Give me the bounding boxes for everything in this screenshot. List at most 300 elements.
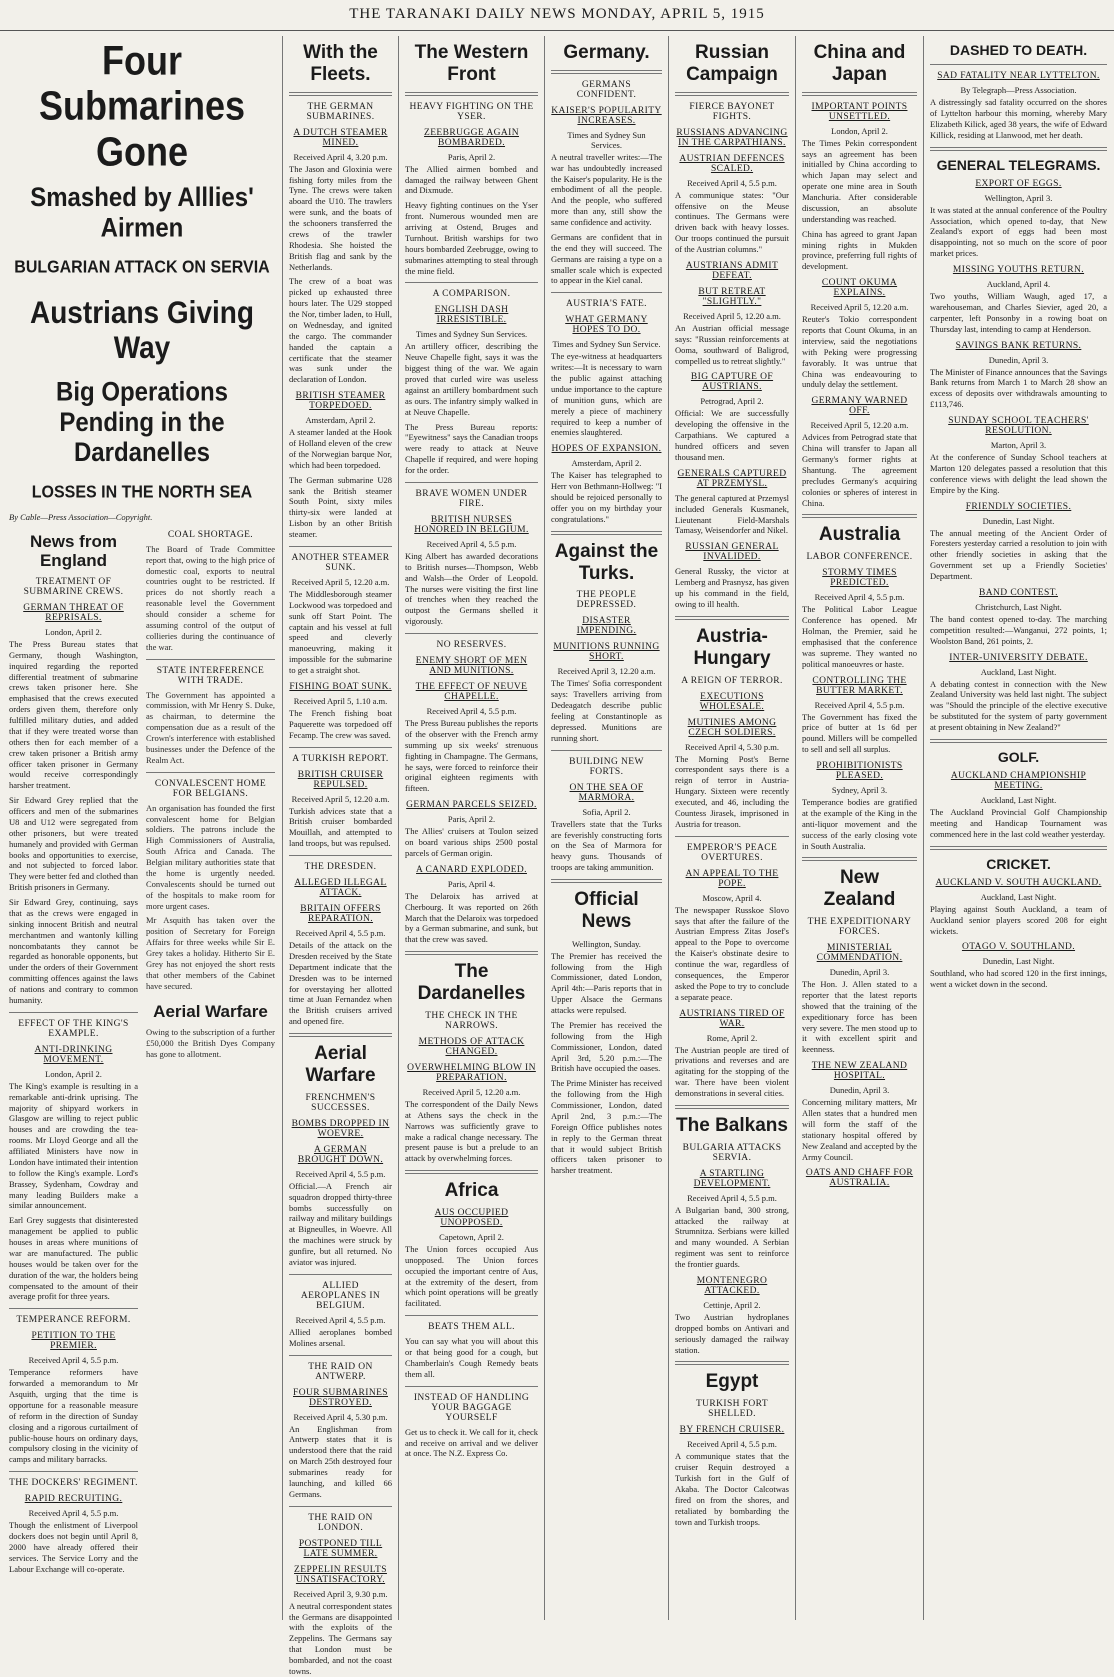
article-text: The crew of a boat was picked up exhausted three hours later. The U29 stopped the Nor, timber laden, to Hull, on Wednesday, and ignited the cargo. The commander handed the captain a certificate that the steamer was sunk under the declaration of London. [289,276,392,385]
divider [405,1315,538,1316]
article-text: A neutral correspondent states the Germans are disappointed with the exploits of the Zeppelins. The Germans say that London must be bombarded, and not the coast towns. [289,1600,392,1676]
dateline: Received April 4, 5.5 p.m. [28,1508,119,1519]
subhead: INSTEAD OF HANDLING YOUR BAGGAGE YOURSELF [413,1392,530,1423]
article-text: Sir Edward Grey, continuing, says that as the crews were engaged in sinking innocent British and neutral merchantmen and wantonly killing noncombatants they cannot be regarded as honorable opponents, but under the orders of their Government committing offences against the laws of nations and contrary to common humanity. [9,897,138,1005]
subhead: AUSTRIA'S FATE. [566,299,647,310]
dateline: By Telegraph—Press Association. [960,85,1077,96]
article-text: Southland, who had scored 120 in the first innings, went a wicket down in the second. [930,968,1107,990]
subhead: PETITION TO THE PREMIER. [31,1331,116,1352]
article-text: Concerning military matters, Mr Allen states that a hundred men will form the staff of the stationary hospital offered by New Zealand and accepted by the Army Council. [802,1097,917,1162]
divider [289,1033,392,1037]
subhead: BULGARIA ATTACKS SERVIA. [682,1142,782,1163]
divider [146,659,275,660]
divider [289,546,392,547]
subhead: BRITAIN OFFERS REPARATION. [300,904,381,925]
divider [675,836,789,837]
subhead: HOPES OF EXPANSION. [551,444,662,455]
article-text: The Union forces occupied Aus unopposed. The Union forces occupied the important centre of Aus, at the extremity of the desert, from which point operations will be greatly facilitated. [405,1243,538,1309]
subhead: BAND CONTEST. [979,587,1058,598]
subhead: BUILDING NEW FORTS. [569,756,644,777]
subhead: FRENCHMEN'S SUCCESSES. [305,1092,376,1113]
subhead: STORMY TIMES PREDICTED. [822,568,897,589]
subhead: ANOTHER STEAMER SUNK. [291,552,390,573]
column-1 [4,36,280,1620]
dateline: Received April 5, 12.20 a.m. [810,420,909,431]
subhead: CONTROLLING THE BUTTER MARKET. [812,675,907,696]
article-text: The band contest opened to-day. The marching competition resulted:—Wanganui, 272 points, 1; Woolston Band, 261 points, 2. [930,613,1107,646]
section-china-japan: China and Japan [813,42,906,85]
dateline: London, April 2. [45,1068,102,1079]
subhead: BRITISH STEAMER TORPEDOED. [295,391,386,412]
headline-austrians: Austrians Giving Way [29,294,255,365]
subhead: RUSSIANS ADVANCING IN THE CARPATHIANS. [676,127,788,148]
divider [289,1506,392,1507]
article-text: Heavy fighting continues on the Yser front. Numerous wounded men are arriving at Ostend, Bruges and Turnhout. British warships for two hours bombarded Zeebrugge, owing to submarines attempting to steal through the mine field. [405,200,538,276]
article-text: The Auckland Provincial Golf Championship meeting and Handicap Tournament was commenced here in the last cold weather yesterday. [930,807,1107,839]
article-text: A distressingly sad fatality occurred on the shores of Lyttelton harbour this morning, whereby Mary Elizabeth Kilick, aged 38 years, the wife of Edward Killick, residing at Llanwood, met her death. [930,97,1107,140]
dateline: Received April 4, 5.30 p.m. [685,741,779,752]
subhead: GENERALS CAPTURED AT PRZEMYSL. [677,468,787,489]
dateline: Received April 4, 5.5 p.m. [814,699,905,710]
section-golf: GOLF. [997,748,1040,765]
subhead: BY FRENCH CRUISER. [679,1425,785,1436]
dateline: Paris, April 2. [447,151,496,162]
divider [146,772,275,773]
article-text: A steamer landed at the Hook of Holland eleven of the crew of the Norwegian barque Nor, which had been torpedoed. [289,427,392,470]
subhead: OVERWHELMING BLOW IN PREPARATION. [407,1062,536,1083]
article-text: The Government has appointed a commission, with Mr Henry S. Duke, as chairman, to determine the compensation due as a result of the Crown's interference with established businesses under the Defence of the Realm Act. [146,689,275,765]
subhead: LABOR CONFERENCE. [806,552,913,563]
section-western-front: The Western Front [414,42,529,85]
dateline: Wellington, Sunday. [572,938,641,949]
divider [930,846,1107,850]
subhead: IMPORTANT POINTS UNSETTLED. [811,101,908,122]
section-africa: Africa [444,1180,499,1202]
article-text: Earl Grey suggests that disinterested management be applied to public houses in areas where munitions of war are manufactured. The public houses would be taken over for the duration of the war, the holders being compensated to the amount of their average profit for three years. [9,1215,138,1302]
article-text: Germans are confident that in the end they will succeed. The Germans are raising a type on a smaller scale which is expected to appear in the Kiel canal. [551,231,662,286]
divider [405,282,538,283]
subhead: GERMANS CONFIDENT. [576,79,637,100]
subhead: GERMAN THREAT OF REPRISALS. [23,602,124,623]
subhead: SAVINGS BANK RETURNS. [955,340,1082,351]
subhead: AUSTRIANS TIRED OF WAR. [679,1008,785,1029]
subhead: THE RAID ON ANTWERP. [308,1361,373,1382]
dateline: Received April 4, 5.5 p.m. [687,1192,777,1203]
article-text: A neutral traveller writes:—The war has undoubtedly increased the Kaiser's popularity. He is the embodiment of all the people. And the people, who suffered more than any, still show the same confidence and activity. [551,151,662,228]
headline-airmen: Smashed by Alllies' Airmen [30,182,254,243]
divider [551,70,662,74]
subhead: ZEPPELIN RESULTS UNSATISFACTORY. [294,1564,387,1585]
column-rule [398,36,399,1620]
article-text: Travellers state that the Turks are feverishly constructing forts on the Sea of Marmora for heavy guns. Thousands of troops are taking ammunition. [551,818,662,873]
section-russian-campaign: Russian Campaign [686,42,778,85]
article-text: The Austrian people are tired of privations and reverses and are agitating for the stopping of the war. There have been violent demonstrations in several cities. [675,1044,789,1098]
article-text: The correspondent of the Daily News at Athens says the check in the Narrows was sufficiently grave to make a radical change necessary. The present pause is but a prelude to an attack by overwhelming forces. [405,1098,538,1164]
dateline: Received April 4, 5.5 p.m. [814,592,905,603]
section-egypt: Egypt [705,1371,759,1393]
article-text: Sir Edward Grey replied that the officers and men of the submarines U8 and U12 were segregated from other prisoners, but were treated humanely and provided with German books and opportunities to exercise, and not subjected to forced labor. They were better fed and clothed than British prisoners in Germany. [9,795,138,893]
subhead: BEATS THEM ALL. [428,1322,515,1333]
dateline: Auckland, Last Night. [980,795,1057,806]
section-news-england: News from England [30,531,117,571]
dateline: Times and Sydney Sun Service. [552,339,661,350]
dateline: Received April 5, 12.20 a.m. [291,793,390,804]
subhead: THE EFFECT OF NEUVE CHAPELLE. [415,682,528,703]
divider [9,1308,138,1309]
subhead: WHAT GERMANY HOPES TO DO. [565,315,648,336]
article-text: The German submarine U28 sank the British steamer South Point, sixty miles thirty-six were landed at Lisbon by an other British steamer. [289,474,392,540]
subhead: A TURKISH REPORT. [292,753,389,764]
divider [930,739,1107,743]
divider [551,531,662,535]
article-text: The Allied airmen bombed and damaged the railway between Ghent and Dixmude. [405,163,538,196]
headline-dardanelles: Big Operations Pending in the Dardanelles [55,377,229,468]
divider [405,92,538,96]
subhead: FOUR SUBMARINES DESTROYED. [293,1387,388,1408]
subhead: BRITISH CRUISER REPULSED. [297,769,384,790]
subhead: MINISTERIAL COMMENDATION. [816,943,903,964]
article-text: The Delaroix has arrived at Cherbourg. It was reported on 26th March that the Delaroix was torpedoed by a German submarine, and sunk, but that the crew was saved. [405,890,538,945]
dateline: Dunedin, Last Night. [982,956,1055,967]
headline-north-sea: LOSSES IN THE NORTH SEA [31,482,253,502]
masthead: THE TARANAKI DAILY NEWS MONDAY, APRIL 5, 1915 [0,0,1114,31]
subhead: OTAGO V. SOUTHLAND. [961,942,1076,953]
dateline: Received April 4, 5.5 p.m. [687,177,777,188]
dateline: Received April 3, 12.20 a.m. [557,666,656,677]
subhead: AUCKLAND V. SOUTH AUCKLAND. [935,877,1102,888]
article-text: An Englishman from Antwerp states that it is understood there that the raid on March 25th destroyed four submarines ready for launching, and killed 66 Germans. [289,1423,392,1499]
subhead: AUSTRIANS ADMIT DEFEAT. [685,260,779,281]
section-aerial-warfare: Aerial Warfare [305,1043,376,1086]
dateline: Received April 5, 1.10 a.m. [293,695,388,706]
divider [930,147,1107,151]
dateline: Marton, April 3. [990,440,1047,451]
dateline: Cettinje, April 2. [703,1299,761,1310]
article-text: The general captured at Przemysl included Generals Kusmanek, Lieutenant Field-Marshals Tamasy, Weisendorfer and Nikel. [675,492,789,536]
divider [405,1170,538,1174]
dateline: Petrograd, April 2. [700,396,764,407]
subhead: BRITISH NURSES HONORED IN BELGIUM. [414,514,529,535]
dateline: Received April 4, 5.5 p.m. [426,538,517,549]
subhead: DISASTER IMPENDING. [576,616,637,637]
subhead: EFFECT OF THE KING'S EXAMPLE. [18,1018,129,1039]
article-text: Playing against South Auckland, a team of Auckland senior players scored 208 for eight wickets. [930,903,1107,936]
subhead: THE NEW ZEALAND HOSPITAL. [811,1061,908,1082]
dateline: Received April 4, 5.30 p.m. [293,1411,388,1422]
subhead: ENEMY SHORT OF MEN AND MUNITIONS. [415,656,528,677]
column-rule [923,36,924,1620]
section-dashed-to-death: DASHED TO DEATH. [949,42,1088,58]
divider [405,1386,538,1387]
dateline: Paris, April 2. [447,814,496,825]
article-text: An artillery officer, describing the Neuve Chapelle fight, says it was the biggest thing of the war. We again proved that curled wire was useless against an artillery bombardment such as ours. The infantry simply walked in at Neuve Chapelle. [405,341,538,417]
dateline: Dunedin, April 3. [829,967,890,978]
article-text: At the conference of Sunday School teachers at Marton 120 delegates passed a resolution that this conference views with delight the lead shown the Empire by the King. [930,452,1107,495]
dateline: Auckland, Last Night. [980,891,1057,902]
dateline: Moscow, April 4. [702,892,762,903]
subhead: GERMANY WARNED OFF. [811,396,908,417]
subhead: INTER-UNIVERSITY DEBATE. [949,652,1088,663]
dateline: Dunedin, Last Night. [982,515,1055,526]
column-rule [795,36,796,1620]
subhead: OATS AND CHAFF FOR AUSTRALIA. [805,1168,914,1189]
article-text: Details of the attack on the Dresden received by the State Department indicate that the Dresden was to be interned for overstaying her allotted time at Juan Fernandez when the British cruisers arrived and opened fire. [289,940,392,1027]
advert-text: Get us to check it. We call for it, check and receive on arrival and we deliver at once. The N.Z. Express Co. [405,1426,538,1459]
dateline: Amsterdam, April 2. [305,415,376,426]
subhead: ANTI-DRINKING MOVEMENT. [34,1044,113,1065]
dateline: Christchurch, Last Night. [975,601,1062,612]
dateline: Auckland, April 4. [986,279,1051,290]
subhead: HEAVY FIGHTING ON THE YSER. [409,101,534,122]
article-text: China has agreed to grant Japan mining rights in Mukden province, preferring full rights of development. [802,228,917,272]
divider [551,879,662,883]
article-text: The French fishing boat Paquerette was torpedoed off Fecamp. The crew was saved. [289,707,392,740]
article-text: Advices from Petrograd state that China will transfer to Japan all Germany's former rights at Shantung. The agreement precludes Germany's acquiring colonies or spheres of interest in China. [802,432,917,508]
dateline: Received April 4, 5.5 p.m. [295,928,386,939]
article-text: The Political Labor League Conference has opened. Mr Holman, the Premier, said he emphasised that the conference was supreme. They wanted no political manoeuvres or haste. [802,604,917,669]
dateline: London, April 2. [45,626,102,637]
dateline: Received April 4, 5.5 p.m. [687,1439,777,1450]
subhead: MUTINIES AMONG CZECH SOLDIERS. [687,717,777,738]
subhead: FISHING BOAT SUNK. [289,681,392,692]
subhead: TEMPERANCE REFORM. [16,1315,131,1326]
divider [675,1105,789,1109]
article-text: Turkish advices state that a British cruiser bombarded Mouillah, and attempted to land troops, but was repulsed. [289,805,392,849]
subhead: MONTENEGRO ATTACKED. [696,1275,768,1296]
subhead: THE PEOPLE DEPRESSED. [576,590,637,611]
article-text: The King's example is resulting in a remarkable anti-drink uprising. The majority of shipyard workers in Glasgow are willing to reject public houses and are crowding the tea-rooms. Mr Lloyd George and all the affiliated Ministers have now in London have intimated their intention to follow the King's example. Lord's Brassey, Sydenham, Cowdray and many leading Builders make a similar announcement. [9,1080,138,1211]
dateline: Auckland, Last Night. [980,666,1057,677]
article-text: A communique states that the cruiser Requin destroyed a Turkish fort in the Gulf of Akaba. The Doctor Calcotwas fired on from the shores, and retaliated by bombarding the town and Turkish troops. [675,1451,789,1527]
dateline: Received April 5, 12.20 a.m. [291,576,390,587]
divider [551,292,662,293]
subhead: AUSTRIAN DEFENCES SCALED. [679,153,785,174]
divider [289,92,392,96]
subhead: ZEEBRUGGE AGAIN BOMBARDED. [424,127,519,148]
subhead: POSTPONED TILL LATE SUMMER. [298,1538,383,1559]
subhead: GERMAN PARCELS SEIZED. [406,800,537,811]
column-1-continued [146,526,275,1579]
subhead: EXECUTIONS WHOLESALE. [699,691,765,712]
dateline: Received April 3, 9.30 p.m. [293,1588,388,1599]
article-text: Temperance reformers have forwarded a memorandum to Mr Asquith, urging that the time is opportune for a reasonable measure of reform in the direction of Sunday closing and a rigorous curtailment of public-house hours on ordinary days, compulsory closing in the vicinity of camps and military barracks. [9,1367,138,1465]
divider [930,64,1107,65]
article-text: The Government has fixed the price of butter at 1s 6d per pound. Millers will be compelled to sell and sell all surplus. [802,711,917,755]
subhead: THE CHECK IN THE NARROWS. [425,1010,518,1031]
article-text: Mr Asquith has taken over the position of Secretary for Foreign Affairs for three weeks while Sir E. Grey takes a holiday. Hitherto Sir E. Grey has not enjoyed the short rests that other members of the Cabinet have secured. [146,915,275,991]
subhead: SUNDAY SCHOOL TEACHERS' RESOLUTION. [948,416,1089,437]
column-5 [670,36,794,1620]
article-text: The Hon. J. Allen stated to a reporter that the latest reports showed that the training of the expeditionary force has been very severe. The men stood up to it with excellent spirit and keenness. [802,979,917,1055]
subhead: THE GERMAN SUBMARINES. [306,101,375,122]
column-rule [544,36,545,1620]
subhead: BOMBS DROPPED IN WOEVRE. [291,1118,390,1139]
divider [802,857,917,861]
divider [675,616,789,620]
article-text: Official.—A French air squadron dropped thirty-three bombs successfully on railway and military buildings at Bigneulles, in Woevre. All the machines were struck by gunfire, but all returned. No aviator was injured. [289,1180,392,1267]
column-2 [284,36,397,1676]
dateline: Times and Sydney Sun Services. [415,329,528,340]
article-text: King Albert has awarded decorations to British nurses—Thompson, Webb and Walsh—the Order of Leopold. The nurses were visiting the first line of trenches when they reached the outpost the Germans shelled it vigorously. [405,550,538,627]
article-text: The Premier has received the following from the High Commissioner, London, dated April 3rd, 5.20 p.m.:—The British have occupied the oases. [551,1019,662,1074]
dateline: Received April 5, 12.20 a.m. [810,302,909,313]
article-text: The Prime Minister has received the following from the High Commissioner, London, dated April 2nd, 3 p.m.:—The Foreign Office publishes notes in reply to the German threat that it would subject British officers taken prisoner to harsher treatment. [551,1078,662,1176]
dateline: Received April 4, 5.5 p.m. [426,706,517,717]
section-balkans: The Balkans [676,1114,788,1136]
divider [405,951,538,955]
subhead: TURKISH FORT SHELLED. [695,1399,769,1420]
section-germany: Germany. [563,42,650,63]
divider [289,747,392,748]
article-text: General Russky, the victor at Lemberg and Prasnysz, has given up his command in the field, owing to ill health. [675,566,789,609]
subhead: MISSING YOUTHS RETURN. [952,265,1085,276]
divider [802,92,917,96]
subhead: RUSSIAN GENERAL INVALIDED. [685,542,779,563]
divider [405,633,538,634]
article-text: Though the enlistment of Liverpool dockers does not begin until April 8, 2000 have already offered their services. The Service Lorry and the Labour Exchange will co-operate. [9,1520,138,1574]
article-text: The Times Pekin correspondent says an agreement has been initialled by China according to which Japan may select and operate one mine area in South Manchuria. After considerable discussion, an absolute understanding was reached. [802,137,917,224]
article-text: An organisation has founded the first convalescent home for Belgian soldiers. The patrons include the High Commissioners of Australia, South Africa and Canada. The Belgian military authorities state that the home is urgently needed. Convalescents should be turned out of the hospitals to make room for more urgent cases. [146,802,275,911]
divider [9,1471,138,1472]
dateline: Received April 5, 12.20 a.m. [422,1086,521,1097]
dateline: Amsterdam, April 2. [571,458,642,469]
article-text: The Minister of Finance announces that the Savings Bank returns from March 1 to March 28 show an excess of deposits over withdrawals amounting to £113,746. [930,366,1107,410]
subhead: BIG CAPTURE OF AUSTRIANS. [690,372,774,393]
divider [675,92,789,96]
subhead: THE DOCKERS' REGIMENT. [9,1478,138,1489]
article-text: Official: We are successfully developing the offensive in the Carpathians. We captured a hundred officers and seven thousand men. [675,408,789,462]
subhead: RAPID RECRUITING. [24,1494,123,1505]
subhead: THE EXPEDITIONARY FORCES. [807,917,912,938]
article-text: The Premier has received the following from the High Commissioner, dated London, April 4th:—Paris reports that in Upper Alsace the Germans attacks were repulsed. [551,950,662,1016]
subhead: KAISER'S POPULARITY INCREASES. [551,105,662,126]
dateline: Sofia, April 2. [582,806,631,817]
article-text: Temperance bodies are gratified at the example of the King in the anti-liquor movement and the success of the early closing vote in South Australia. [802,797,917,851]
subhead: THE DRESDEN. [304,862,377,873]
subhead: THE RAID ON LONDON. [308,1512,373,1533]
section-against-turks: Against the Turks. [554,540,659,584]
subhead: ALLIED AEROPLANES IN BELGIUM. [300,1280,381,1311]
column-4 [546,36,667,1620]
subhead: AUS OCCUPIED UNOPPOSED. [434,1207,509,1228]
article-text: The eye-witness at headquarters writes:—It is necessary to warn the public against attaching undue importance to the capture of munition guns, which are merely a piece of machinery required to keep a number of enemies slaughtered. [551,351,662,438]
subhead: A REIGN OF TERROR. [681,675,783,686]
section-dardanelles: The Dardanelles [417,961,526,1005]
article-text: The newspaper Russkoe Slovo says that after the failure of the Austrian Empress Zitas Josef's appeal to the Pope to overcome the Kaiser's obstinate desire to continue the war, regardless of consequences, the Emperor asked the Pope to try to conclude a separate peace. [675,904,789,1002]
dateline: Received April 4, 5.5 p.m. [28,1355,119,1366]
dateline: Received April 4, 5.5 p.m. [295,1168,386,1179]
article-text: A communique states: "Our offensive on the Meuse continues. The Germans were driven back with heavy losses. Our troops continued the pursuit of the Austrian columns." [675,189,789,255]
headline-bulgarian: BULGARIAN ATTACK ON SERVIA [14,257,270,277]
subhead: COUNT OKUMA EXPLAINS. [821,278,898,299]
subhead: STATE INTERFERENCE WITH TRADE. [156,665,265,686]
dateline: Wellington, April 3. [984,192,1053,203]
section-general-telegrams: GENERAL TELEGRAMS. [936,156,1101,173]
section-austria-hungary: Austria-Hungary [693,625,771,669]
divider [551,750,662,751]
subhead: TREATMENT OF SUBMARINE CREWS. [23,576,124,597]
article-text: Allied aeroplanes bombed Molines arsenal. [289,1326,392,1348]
subhead: A STARTLING DEVELOPMENT. [693,1168,771,1189]
article-text: The Press Bureau publishes the reports of the observer with the French army summing up six weeks' strenuous fighting in Champagne. The Germans, he says, were forced to reinforce their original eighteen regiments with fifteen. [405,718,538,794]
section-new-zealand: New Zealand [823,867,896,911]
article-text: The Kaiser has telegraphed to Herr von Bethmann-Hollweg: "I should be rejoiced personally to offer you on my birthday your congratulations." [551,470,662,524]
divider [405,482,538,483]
section-fleets: With the Fleets. [303,42,378,85]
headline-main: Four Submarines Gone [38,37,246,174]
dateline: Rome, April 2. [706,1032,758,1043]
section-cricket: CRICKET. [986,855,1051,872]
article-text: An Austrian official message says: "Russian reinforcements at Ooma, southward of Baligrod, compelled us to retreat slightly." [675,322,789,366]
subhead: SAD FATALITY NEAR LYTTELTON. [937,71,1100,82]
divider [289,1274,392,1275]
article-text: A debating contest in connection with the New Zealand University was held last night. The subject was "Should the principle of the elective executive be substituted for the system of party government at present obtaining in New Zealand?" [930,678,1107,733]
divider [675,1361,789,1365]
column-7 [925,36,1112,1620]
divider [289,1355,392,1356]
column-3 [400,36,543,1620]
article-text: Two youths, William Waugh, aged 17, a warehouseman, and Charles Sievier, aged 20, a carpenter, left Ponsonby in a rowing boat on Thursday last, intending to camp at Henderson. [930,291,1107,334]
dateline: Capetown, April 2. [439,1231,504,1242]
article-text: The annual meeting of the Ancient Order of Foresters yesterday carried a resolution to join with other friendly societies in asking that the Government set up a Friendly Societies' Department. [930,527,1107,582]
subhead: BUT RETREAT "SLIGHTLY." [698,286,766,307]
column-6 [797,36,922,1620]
article-text: Two Austrian hydroplanes dropped bombs on Antivari and seriously damaged the railway station. [675,1311,789,1355]
dateline: Received April 4, 5.5 p.m. [295,1314,386,1325]
dateline: Sydney, April 3. [831,785,888,796]
section-australia: Australia [818,524,901,546]
dateline: Paris, April 4. [447,878,496,889]
subhead: FRIENDLY SOCIETIES. [965,501,1072,512]
divider [802,514,917,518]
subhead: NO RESERVES. [436,640,507,651]
dateline: Received April 5, 12.20 a.m. [683,310,781,321]
article-text: It was stated at the annual conference of the Poultry Association, which opened to-day, that New Zealand's export of eggs had been most disappointing, not so much on the score of poor market prices. [930,204,1107,259]
article-text: The Times' Sofia correspondent says: Travellers arriving from Dedeagatch describe public feeling at Constantinople as depressed. Munitions are running short. [551,678,662,743]
dateline: Dunedin, April 3. [988,354,1049,365]
article-text: The Board of Trade Committee report that, owing to the high price of domestic coal, exports to neutral countries ought to be restricted. If prices do not shortly reach a reasonable level the Government should consider a scheme for assuming control of the output of collieries during the continuance of the war. [146,543,275,652]
subhead: EXPORT OF EGGS. [975,178,1062,189]
article-text: The Middlesborough steamer Lockwood was torpedoed and sunk off Start Point. The captain and his vessel at full speed and cleverly manoeuvring, making it impossible for the submarine to get a straight shot. [289,588,392,676]
subhead: ALLEGED ILLEGAL ATTACK. [294,878,387,899]
byline: By Cable—Press Association—Copyright. [9,511,153,522]
article-text: The Press Bureau reports: "Eyewitness" says the Canadian troops were ready to attack at Neuve Chapelle if required, and were hoping for the order. [405,421,538,476]
dateline: Times and Sydney Sun Services. [567,129,646,150]
subhead: COAL SHORTAGE. [167,529,254,540]
section-heading: Aerial Warfare [153,1001,268,1021]
article-text: The Jason and Gloxinia were fishing forty miles from the Tyne. The crews were taken aboard the U10. The trawlers were sunk, and the boats of the schooners transferred the crews of the trawler Rhodesia. She hoisted the British flag and sank by the Netherlands. [289,163,392,272]
subhead: PROHIBITIONISTS PLEASED. [816,761,903,782]
subhead: FIERCE BAYONET FIGHTS. [689,101,775,122]
column-rule [282,36,283,1620]
subhead: A CANARD EXPLODED. [416,864,527,875]
article-text: The Morning Post's Berne correspondent says there is a reign of terror in Austria-Hungary. Sixteen were recently executed, and 46, including the Countess Jirasek, imprisoned in Austria for treason. [675,753,789,829]
subhead: A DUTCH STEAMER MINED. [293,127,388,148]
article-text: A Bulgarian band, 300 strong, attacked the railway at Strumnitza. Serbians were killed and many wounded. A Serbian regiment was sent to reinforce the frontier guards. [675,1204,789,1270]
subhead: ON THE SEA OF MARMORA. [569,782,644,803]
subhead: MUNITIONS RUNNING SHORT. [553,642,660,663]
section-official-news: Official News [574,889,639,932]
article-text: The Press Bureau states that Germany, though Washington, inquired regarding the reported differential treatment of submarine crews taken prisoner here. She emphasised that the crews executed orders given them, therefore only fulfilled military duties, and added that if they were treated worse than others then for each member of a crew taken prisoner a British army officer taken prisoner in Germany would receive correspondingly harsher treatment. [9,638,138,791]
column-rule [668,36,669,1620]
dateline: Received April 4, 3.20 p.m. [293,151,388,162]
subhead: EMPEROR'S PEACE OVERTURES. [686,842,778,863]
dateline: Dunedin, April 3. [829,1085,890,1096]
dateline: London, April 2. [831,125,888,136]
subhead: AUCKLAND CHAMPIONSHIP MEETING. [950,771,1087,792]
article-text: The Allies' cruisers at Toulon seized on board various ships 2500 postal parcels of German origin. [405,826,538,858]
subhead: AN APPEAL TO THE POPE. [685,868,779,889]
